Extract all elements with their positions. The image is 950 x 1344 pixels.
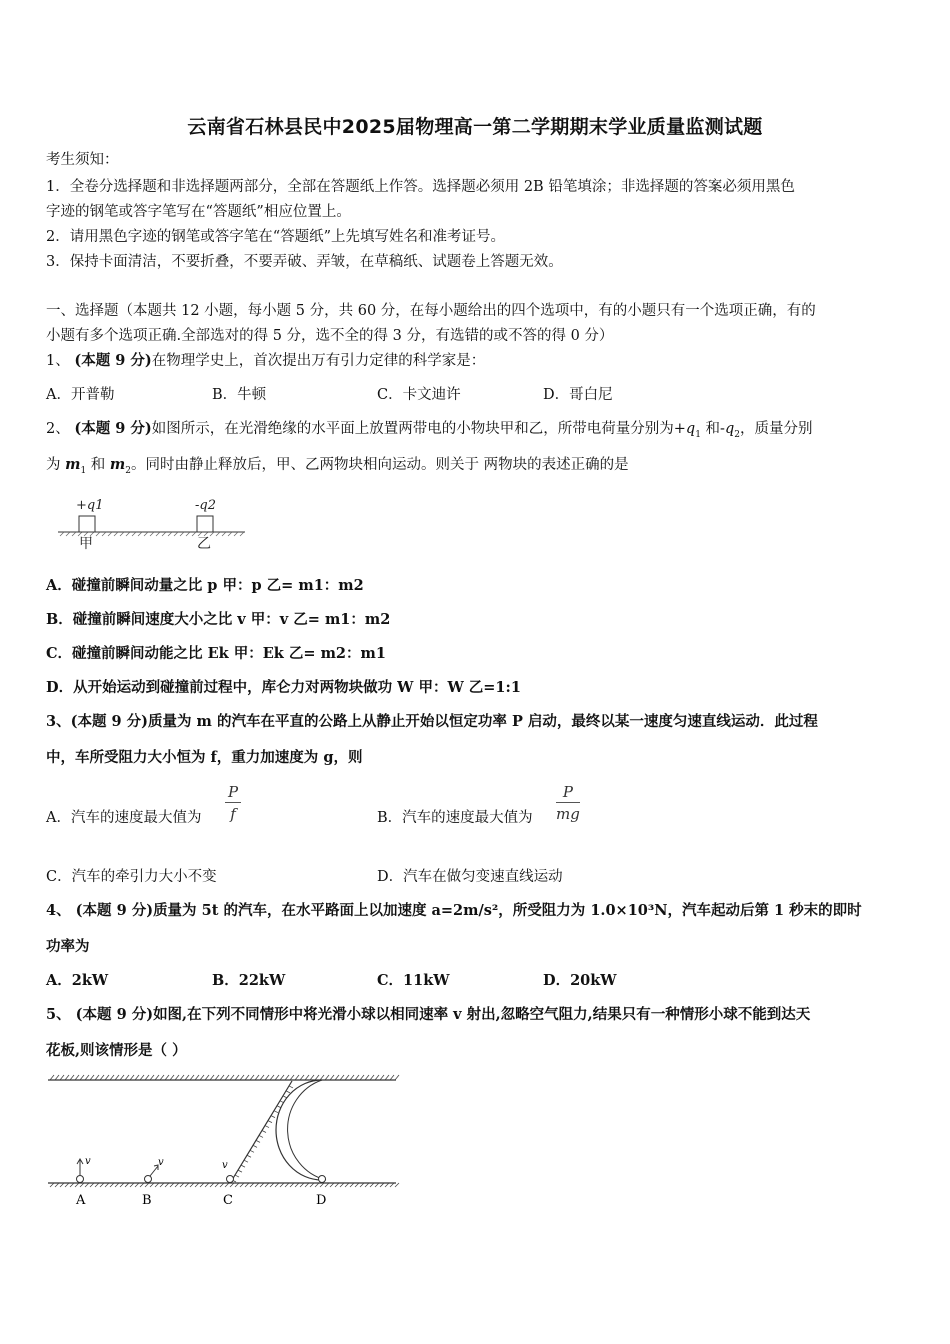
hatch-line — [120, 1075, 124, 1080]
q4-number: 4、 — [46, 902, 71, 919]
q2-text-b: ，质量分别 — [739, 421, 813, 437]
hatch-line — [170, 1075, 174, 1080]
q2-figure — [50, 492, 250, 554]
q3-option-b-numerator: P — [556, 783, 580, 803]
q5-track-outer — [288, 1080, 326, 1180]
q2-block-right — [197, 516, 213, 532]
q5-label-a: A — [76, 1193, 86, 1208]
q5-number: 5、 — [46, 1006, 71, 1023]
hatch-line — [274, 1111, 278, 1113]
q1-text: 在物理学史上，首次提出万有引力定律的科学家是： — [151, 353, 486, 369]
q1-option-c: C．卡文迪许 — [377, 387, 461, 403]
notice-item-3: 3．保持卡面清洁，不要折叠，不要弄破、弄皱，在草稿纸、试题卷上答题无效。 — [46, 254, 563, 270]
q2-points: (本题 9 分) — [74, 420, 152, 437]
q3-option-b: B．汽车的速度最大值为 — [377, 810, 533, 826]
hatch-line — [250, 1075, 254, 1080]
hatch-line — [385, 1075, 389, 1080]
q1-option-b: B．牛顿 — [212, 387, 267, 403]
hatch-line — [105, 1075, 109, 1080]
q4-text-a: 质量为 5t 的汽车，在水平路面上以加速度 a=2m/s²，所受阻力为 1.0×10³N，汽车起动后第 1 秒末的即时 — [153, 902, 862, 919]
question-5-stem-line-1 — [46, 1005, 810, 1025]
q3-option-d: D．汽车在做匀变速直线运动 — [377, 869, 563, 885]
hatch-line — [95, 1075, 99, 1080]
question-2-stem-line-1 — [46, 419, 812, 445]
q5-ball-c — [227, 1176, 234, 1183]
q2-option-c: C．碰撞前瞬间动能之比 Ek 甲：Ek 乙= m2：m1 — [46, 645, 386, 662]
hatch-line — [190, 1075, 194, 1080]
hatch-line — [355, 1075, 359, 1080]
hatch-line — [325, 1075, 329, 1080]
q1-option-d: D．哥白尼 — [543, 387, 613, 403]
q3-option-a: A．汽车的速度最大值为 — [46, 810, 202, 826]
question-2-stem-line-2 — [46, 455, 629, 481]
q5-text-a: 如图,在下列不同情形中将光滑小球以相同速率 v 射出,忽略空气阻力,结果只有一种情形小球不能到达天 — [153, 1006, 811, 1023]
notice-item-1a: 1．全卷分选择题和非选择题两部分，全部在答题纸上作答。选择题必须用 2B 铅笔填涂；非选择题的答案必须用黑色 — [46, 179, 795, 195]
q2-charge-1-sub: 1 — [695, 429, 701, 440]
q4-option-c: C．11kW — [377, 972, 450, 989]
hatch-line — [286, 1091, 290, 1093]
section-line-2: 小题有多个选项正确.全部选对的得 5 分，选不全的得 3 分，有选错的或不答的得 0 分） — [46, 328, 614, 344]
hatch-line — [390, 1075, 394, 1080]
q2-text-c: 为 — [46, 457, 66, 473]
hatch-line — [268, 1121, 272, 1123]
hatch-line — [55, 1075, 59, 1080]
q3-option-b-denominator: mg — [556, 805, 580, 823]
q3-text-a: 质量为 m 的汽车在平直的公路上从静止开始以恒定功率 P 启动，最终以某一速度匀速直线运动．此过程 — [148, 713, 818, 730]
q5-ball-d — [319, 1176, 326, 1183]
hatch-line — [145, 1075, 149, 1080]
q2-number: 2、 — [46, 421, 70, 437]
hatch-line — [295, 1075, 299, 1080]
hatch-line — [100, 1075, 104, 1080]
notice-heading: 考生须知： — [46, 152, 119, 168]
q4-option-a: A．2kW — [46, 972, 109, 989]
hatch-line — [175, 1075, 179, 1080]
hatch-line — [225, 1075, 229, 1080]
hatch-line — [185, 1075, 189, 1080]
q3-option-b-fraction — [556, 783, 580, 823]
hatch-line — [195, 1075, 199, 1080]
hatch-line — [235, 1075, 239, 1080]
hatch-line — [238, 1170, 242, 1172]
hatch-line — [285, 1075, 289, 1080]
notice-item-1b: 字迹的钢笔或答字笔写在“答题纸”相应位置上。 — [46, 204, 351, 220]
q5-velocity-label-c: v — [222, 1160, 228, 1171]
hatch-line — [360, 1075, 364, 1080]
q5-points: (本题 9 分) — [75, 1006, 154, 1023]
q2-option-a: A．碰撞前瞬间动量之比 p 甲：p 乙= m1：m2 — [46, 577, 364, 594]
hatch-line — [315, 1075, 319, 1080]
q2-charge-2: q — [724, 421, 735, 437]
hatch-line — [235, 1175, 239, 1177]
hatch-line — [85, 1075, 89, 1080]
hatch-line — [289, 1086, 293, 1088]
q5-ball-a — [77, 1176, 84, 1183]
hatch-line — [244, 1160, 248, 1162]
notice-item-2: 2．请用黑色字迹的钢笔或答字笔在“答题纸”上先填写姓名和准考证号。 — [46, 229, 506, 245]
hatch-line — [330, 1075, 334, 1080]
hatch-line — [165, 1075, 169, 1080]
hatch-line — [350, 1075, 354, 1080]
hatch-line — [345, 1075, 349, 1080]
hatch-line — [130, 1075, 134, 1080]
hatch-line — [155, 1075, 159, 1080]
hatch-line — [305, 1075, 309, 1080]
q5-ball-b — [145, 1176, 152, 1183]
q2-mass-1-sub: 1 — [80, 465, 87, 476]
hatch-line — [280, 1075, 284, 1080]
q3-option-c: C．汽车的牵引力大小不变 — [46, 869, 217, 885]
q5-arrow-b — [150, 1166, 158, 1176]
q5-figure — [40, 1068, 405, 1216]
question-4-stem-line-1 — [46, 901, 862, 921]
hatch-line — [70, 1075, 74, 1080]
q5-ceiling-hatching — [50, 1075, 399, 1080]
hatch-line — [75, 1075, 79, 1080]
q2-block-right-name: 乙 — [197, 536, 211, 552]
q2-and-2: 和 — [86, 457, 110, 473]
q2-mass-2-sub: 2 — [125, 465, 131, 476]
q2-label-right: -q2 — [195, 498, 216, 513]
question-3-stem-line-2: 中，车所受阻力大小恒为 f，重力加速度为 g，则 — [46, 749, 363, 766]
q5-label-d: D — [316, 1193, 327, 1208]
hatch-line — [310, 1075, 314, 1080]
hatch-line — [270, 1075, 274, 1080]
q2-charge-2-sub: 2 — [734, 429, 740, 440]
hatch-line — [65, 1075, 69, 1080]
question-1-stem — [46, 351, 485, 371]
hatch-line — [259, 1135, 263, 1137]
hatch-line — [200, 1075, 204, 1080]
question-5-stem-line-2: 花板,则该情形是（ ） — [46, 1042, 187, 1059]
hatch-line — [275, 1075, 279, 1080]
hatch-line — [340, 1075, 344, 1080]
q2-text-a: 如图所示，在光滑绝缘的水平面上放置两带电的小物块甲和乙，所带电荷量分别为+ — [151, 421, 686, 437]
hatch-line — [250, 1150, 254, 1152]
q3-number: 3、 — [46, 713, 71, 730]
hatch-line — [140, 1075, 144, 1080]
q2-block-left-name: 甲 — [79, 536, 93, 552]
q2-option-d: D．从开始运动到碰撞前过程中，库仑力对两物块做功 W 甲：W 乙=1:1 — [46, 679, 521, 696]
hatch-line — [395, 1075, 399, 1080]
hatch-line — [205, 1075, 209, 1080]
hatch-line — [380, 1075, 384, 1080]
hatch-line — [230, 1075, 234, 1080]
hatch-line — [210, 1075, 214, 1080]
hatch-line — [255, 1075, 259, 1080]
hatch-line — [245, 1075, 249, 1080]
q2-charge-1: q — [685, 421, 696, 437]
hatch-line — [180, 1075, 184, 1080]
q3-option-a-fraction — [225, 783, 241, 823]
hatch-line — [320, 1075, 324, 1080]
q4-points: (本题 9 分) — [75, 902, 154, 919]
hatch-line — [215, 1075, 219, 1080]
hatch-line — [150, 1075, 154, 1080]
hatch-line — [50, 1075, 54, 1080]
hatch-line — [115, 1075, 119, 1080]
q5-velocity-label-a: v — [85, 1156, 91, 1167]
hatch-line — [256, 1140, 260, 1142]
q3-points: (本题 9 分) — [70, 713, 148, 730]
q4-option-d: D．20kW — [543, 972, 617, 989]
hatch-line — [220, 1075, 224, 1080]
q2-mass-1: m — [65, 456, 81, 473]
q3-option-a-numerator: P — [225, 783, 241, 803]
q1-points: (本题 9 分) — [74, 352, 152, 369]
hatch-line — [240, 1075, 244, 1080]
q2-and: 和- — [700, 421, 725, 437]
q1-number: 1、 — [46, 353, 70, 369]
q2-option-b: B．碰撞前瞬间速度大小之比 v 甲：v 乙= m1：m2 — [46, 611, 391, 628]
q1-option-a: A．开普勒 — [46, 387, 115, 403]
hatch-line — [110, 1075, 114, 1080]
hatch-line — [90, 1075, 94, 1080]
q4-option-b: B．22kW — [212, 972, 286, 989]
q5-incline-hatching — [232, 1086, 293, 1182]
hatch-line — [265, 1075, 269, 1080]
q5-label-c: C — [223, 1193, 233, 1208]
hatch-line — [247, 1155, 251, 1157]
question-4-stem-line-2: 功率为 — [46, 938, 90, 955]
hatch-line — [60, 1075, 64, 1080]
hatch-line — [253, 1145, 257, 1147]
hatch-line — [300, 1075, 304, 1080]
hatch-line — [335, 1075, 339, 1080]
q5-velocity-label-b: v — [158, 1157, 164, 1168]
hatch-line — [241, 1165, 245, 1167]
hatch-line — [271, 1116, 275, 1118]
hatch-line — [160, 1075, 164, 1080]
q5-label-b: B — [142, 1193, 152, 1208]
q2-block-left — [79, 516, 95, 532]
hatch-line — [262, 1131, 266, 1133]
hatch-line — [80, 1075, 84, 1080]
hatch-line — [290, 1075, 294, 1080]
q2-text-d: 。同时由静止释放后，甲、乙两物块相向运动。则关于 两物块的表述正确的是 — [130, 457, 629, 473]
section-line-1: 一、选择题（本题共 12 小题，每小题 5 分，共 60 分，在每小题给出的四个选项中，有的小题只有一个选项正确，有的 — [46, 303, 816, 319]
hatch-line — [265, 1126, 269, 1128]
hatch-line — [375, 1075, 379, 1080]
hatch-line — [260, 1075, 264, 1080]
hatch-line — [135, 1075, 139, 1080]
q3-option-a-denominator: f — [230, 805, 236, 823]
page-title: 云南省石林县民中2025届物理高一第二学期期末学业质量监测试题 — [187, 116, 763, 138]
q2-label-left: +q1 — [76, 498, 104, 513]
hatch-line — [365, 1075, 369, 1080]
question-3-stem-line-1 — [46, 712, 818, 732]
hatch-line — [370, 1075, 374, 1080]
q2-mass-2: m — [109, 456, 126, 473]
hatch-line — [125, 1075, 129, 1080]
